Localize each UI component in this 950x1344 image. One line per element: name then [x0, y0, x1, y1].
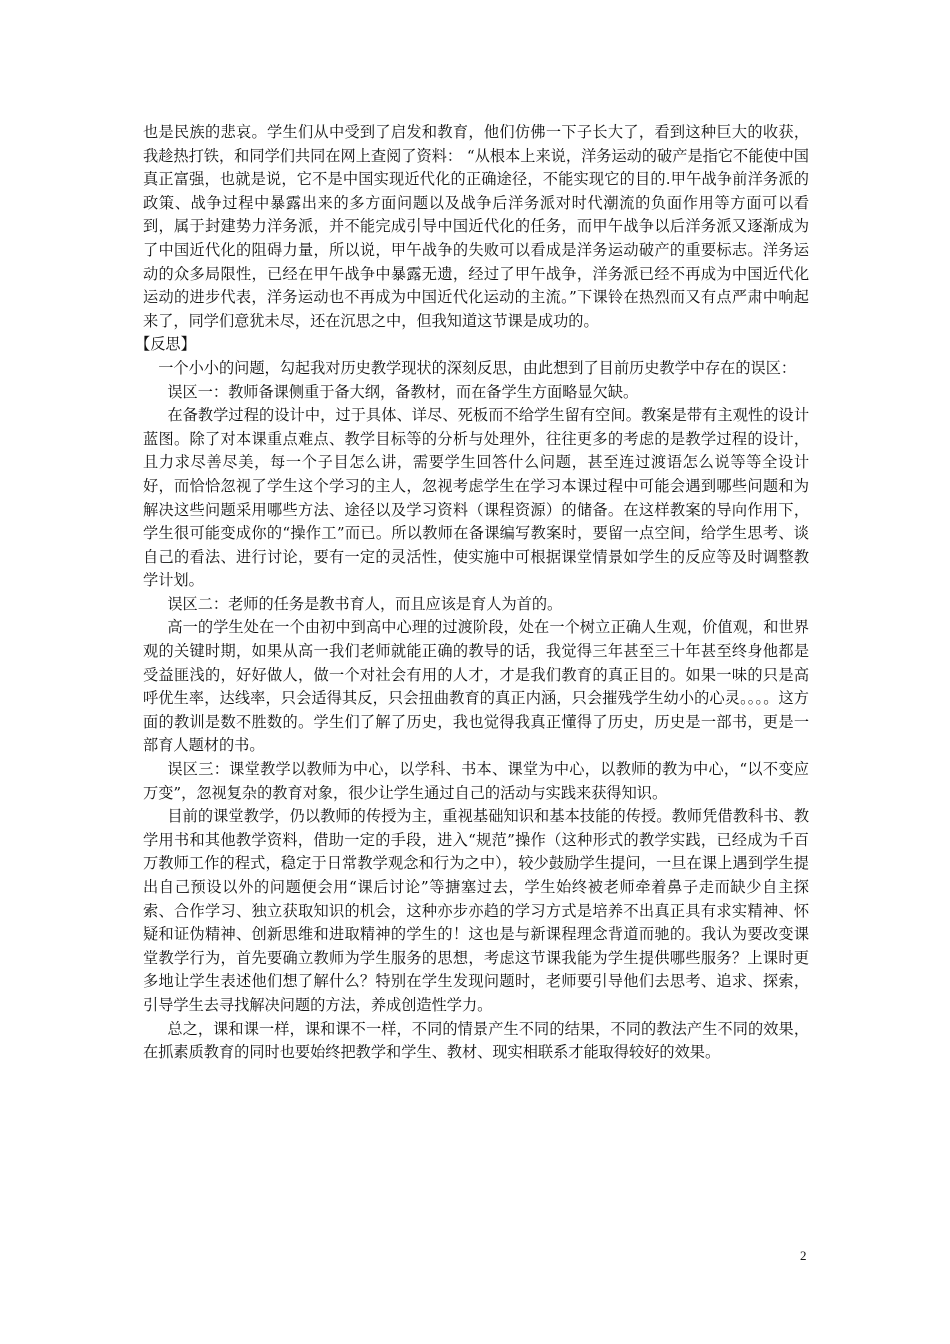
- document-body: [135, 121, 809, 1065]
- paragraph-misconception-three: 目前的课堂教学，仍以教师的传授为主，重视基础知识和基本技能的传授。教师凭借教科书、教学用书和其他教学资料，借助一定的手段，进入“规范”操作（这种形式的教学实践，已经成为千百万教师工作的程式，稳定于日常教学观念和行为之中），较少鼓励学生提问，一旦在课上遇到学生提出自己预设以外的问题便会用“课后讨论”等搪塞过去，学生始终被老师牵着鼻子走而缺少自主探索、合作学习、独立获取知识的机会，这种亦步亦趋的学习方式是培养不出真正具有求实精神、怀疑和证伪精神、创新思维和进取精神的学生的！这也是与新课程理念背道而驰的。我认为要改变课堂教学行为，首先要确立教师为学生服务的思想，考虑这节课我能为学生提供哪些服务？上课时更多地让学生表述他们想了解什么？特别在学生发现问题时，老师要引导他们去思考、追求、探索，引导学生去寻找解决问题的方法，养成创造性学力。: [143, 807, 809, 1014]
- misconception-three-heading: 误区三：课堂教学以教师为中心，以学科、书本、课堂为中心，以教师的教为中心，“以不变应万变”，忽视复杂的教育对象，很少让学生通过自己的活动与实践来获得知识。: [143, 760, 809, 802]
- section-heading-reflection: 【反思】: [135, 335, 196, 354]
- paragraph-misconception-one: 在备教学过程的设计中，过于具体、详尽、死板而不给学生留有空间。教案是带有主观性的设计蓝图。除了对本课重点难点、教学目标等的分析与处理外，往往更多的考虑的是教学过程的设计，且力求尽善尽美，每一个子目怎么讲，需要学生回答什么问题，甚至连过渡语怎么说等等全设计好，而恰恰忽视了学生这个学习的主人，忽视考虑学生在学习本课过程中可能会遇到哪些问题和为解决这些问题采用哪些方法、途径以及学习资料（课程资源）的储备。在这样教案的导向作用下，学生很可能变成你的“操作工”而已。所以教师在备课编写教案时，要留一点空间，给学生思考、谈自己的看法、进行讨论，要有一定的灵活性，使实施中可根据课堂情景如学生的反应等及时调整教学计划。: [143, 406, 809, 590]
- misconception-one-heading: 误区一：教师备课侧重于备大纲，备教材，而在备学生方面略显欠缺。: [167, 382, 639, 401]
- paragraph-reflection-intro: 一个小小的问题，勾起我对历史教学现状的深刻反思，由此想到了目前历史教学中存在的误区：: [158, 358, 797, 377]
- misconception-two-heading: 误区二：老师的任务是教书育人，而且应该是育人为首的。: [167, 594, 563, 613]
- paragraph-conclusion: 总之，课和课一样，课和课不一样，不同的情景产生不同的结果，不同的教法产生不同的效果，在抓素质教育的同时也要始终把教学和学生、教材、现实相联系才能取得较好的效果。: [143, 1019, 809, 1062]
- page-number: 2: [800, 1248, 807, 1263]
- paragraph-continuation: 也是民族的悲哀。学生们从中受到了启发和教育，他们仿佛一下子长大了，看到这种巨大的收获，我趁热打铁，和同学们共同在网上查阅了资料： “从根本上来说，洋务运动的破产是指它不能使中国真正富强，也就是说，它不是中国实现近代化的正确途径，不能实现它的目的.甲午战争前洋务派的政策、战争过程中暴露出来的多方面问题以及战争后洋务派对时代潮流的负面作用等方面可以看到，属于封建势力洋务派，并不能完成引导中国近代化的任务，而甲午战争以后洋务派又逐渐成为了中国近代化的阻碍力量，所以说，甲午战争的失败可以看成是洋务运动破产的重要标志。洋务运动的众多局限性，已经在甲午战争中暴露无遗，经过了甲午战争，洋务派已经不再成为中国近代化运动的进步代表，洋务运动也不再成为中国近代化运动的主流。”下课铃在热烈而又有点严肃中响起来了，同学们意犹未尽，还在沉思之中，但我知道这节课是成功的。: [143, 123, 809, 330]
- paragraph-misconception-two: 高一的学生处在一个由初中到高中心理的过渡阶段，处在一个树立正确人生观，价值观，和世界观的关键时期，如果从高一我们老师就能正确的教导的话，我觉得三年甚至三十年甚至终身他都是受益匪浅的，好好做人，做一个对社会有用的人才，才是我们教育的真正目的。如果一味的只是高呼优生率，达线率，只会适得其反，只会扭曲教育的真正内涵，只会摧残学生幼小的心灵。。。。这方面的教训是数不胜数的。学生们了解了历史，我也觉得我真正懂得了历史，历史是一部书，更是一部育人题材的书。: [143, 618, 809, 755]
